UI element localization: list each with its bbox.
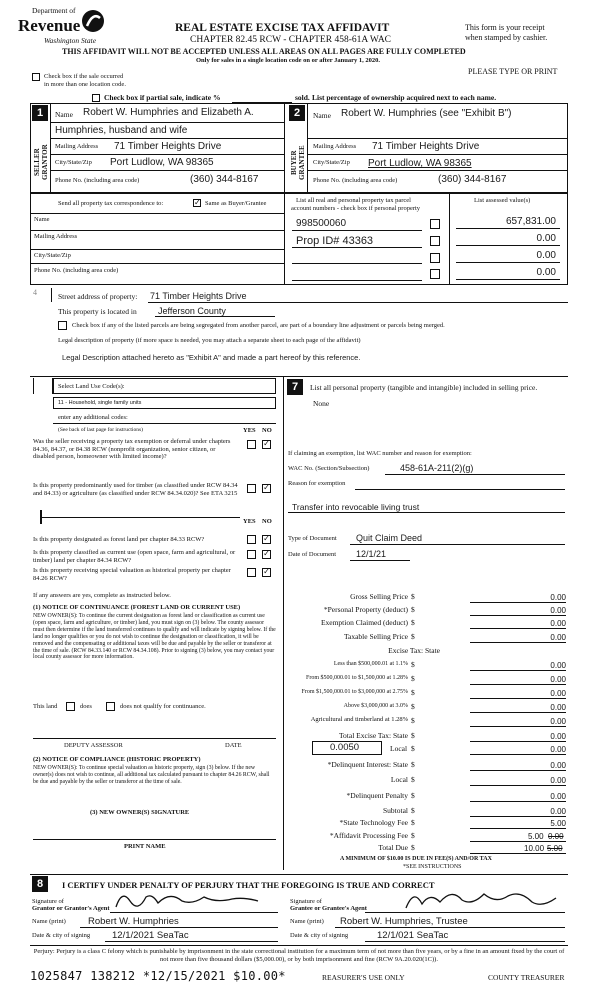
- fin-label-agri: Agricultural and timberland at 1.28%: [310, 716, 408, 723]
- fin-dollar-total-due: $: [411, 843, 415, 852]
- fin-label-tier2: From $500,000.01 to $1,500,000 at 1.28%: [306, 675, 408, 681]
- assessed-value-4[interactable]: 0.00: [536, 267, 556, 278]
- grantor-date-city[interactable]: 12/1/2021 SeaTac: [112, 930, 189, 941]
- fin-label-local: Local: [390, 744, 408, 753]
- grantee-date-label: Date & city of signing: [290, 932, 349, 939]
- q-current-use-no[interactable]: ✓: [263, 549, 270, 558]
- assessed-value-3[interactable]: 0.00: [536, 250, 556, 261]
- q-timber-agri-no[interactable]: ✓: [263, 483, 270, 492]
- send-correspondence-label: Send all property tax correspondence to:: [58, 200, 164, 207]
- section-5-number: [33, 378, 53, 394]
- q-tax-exemption: Was the seller receiving a property tax exemption or deferral under chapters 84.36, 84.37, or 84.38 RCW (nonprofit organization, senior citizen, or disabled person, homeowner with limited income)?: [33, 438, 231, 460]
- reason-exemption[interactable]: Transfer into revocable living trust: [292, 502, 420, 512]
- fin-value-tier2[interactable]: 0.00: [550, 675, 566, 684]
- land-use-code: 11 - Household, single family units: [58, 400, 142, 406]
- fin-label-subtotal: Subtotal: [382, 806, 408, 815]
- see-back-label: (See back of last page for instructions): [58, 427, 143, 433]
- doc-type[interactable]: Quit Claim Deed: [356, 533, 423, 543]
- fin-label-gross: Gross Selling Price: [350, 592, 408, 601]
- fin-label-exemption: Exemption Claimed (deduct): [320, 618, 408, 627]
- fin-value-penalty[interactable]: 0.00: [550, 792, 566, 801]
- buyer-mailing[interactable]: 71 Timber Heights Drive: [372, 141, 480, 152]
- q-forest-land-yes[interactable]: [247, 535, 256, 544]
- fin-value-affidavit-fee[interactable]: 5.00: [528, 832, 544, 841]
- fin-value-gross[interactable]: 0.00: [550, 593, 566, 602]
- yes-header-1: YES: [243, 427, 256, 434]
- doc-date[interactable]: 12/1/21: [356, 549, 387, 559]
- perjury-note: Perjury: Perjury is a class C felony which is punishable by imprisonment in the state correctional institution for a maximum term of not more than five years, or by a fine in an amount fixed by the court of not more than five thousand dollars ($5,000.00), or by both imprisonment and fine (RCW 9A.20.020(1C)).: [33, 948, 565, 963]
- parcel-header-2: account numbers - check box if personal property: [291, 205, 421, 212]
- q-historical-yes[interactable]: [247, 568, 256, 577]
- fin-dollar-agri: $: [411, 716, 415, 725]
- certify-statement: I CERTIFY UNDER PENALTY OF PERJURY THAT THE FOREGOING IS TRUE AND CORRECT: [62, 880, 435, 890]
- receipt-note-1: This form is your receipt: [465, 23, 545, 32]
- parcel-number-1[interactable]: 998500060: [296, 218, 347, 229]
- personal-property-checkbox-3[interactable]: [430, 253, 440, 263]
- fin-label-total-state: Total Excise Tax: State: [338, 731, 408, 740]
- assessed-header: List assessed value(s): [474, 197, 531, 204]
- sec3-mailing-label: Mailing Address: [34, 233, 78, 240]
- no-header-2: NO: [262, 518, 272, 525]
- sec3-name-label: Name: [34, 216, 50, 223]
- segregated-checkbox[interactable]: [58, 321, 67, 330]
- buyer-city[interactable]: Port Ludlow, WA 98365: [368, 158, 472, 169]
- personal-property-checkbox-1[interactable]: [430, 219, 440, 229]
- seller-mailing[interactable]: 71 Timber Heights Drive: [114, 141, 222, 152]
- fin-dollar-gross: $: [411, 592, 415, 601]
- please-type: PLEASE TYPE OR PRINT: [468, 67, 558, 76]
- fin-label-affidavit-fee: *Affidavit Processing Fee: [329, 831, 408, 840]
- same-as-buyer-label: Same as Buyer/Grantee: [205, 200, 267, 207]
- wac-label: WAC No. (Section/Subsection): [288, 465, 370, 472]
- fin-dollar-tier1: $: [411, 660, 415, 669]
- does-not-qualify-checkbox[interactable]: [106, 702, 115, 711]
- fin-label-tier3: From $1,500,000.01 to $3,000,000 at 2.75%: [301, 689, 408, 695]
- buyer-name[interactable]: Robert W. Humphries (see "Exhibit B"): [341, 108, 512, 119]
- fin-label-tier1: Less than $500,000.01 at 1.1%: [333, 661, 408, 667]
- doc-date-label: Date of Document: [288, 551, 337, 558]
- sec3-phone-label: Phone No. (including area code): [34, 267, 119, 274]
- personal-property-label: List all personal property (tangible and intangible) included in selling price.: [310, 383, 538, 392]
- fin-value-interest-local[interactable]: 0.00: [550, 776, 566, 785]
- fin-value-tier4[interactable]: 0.00: [550, 703, 566, 712]
- fin-label-tech-fee: *State Technology Fee: [339, 818, 408, 827]
- grantor-date-label: Date & city of signing: [32, 932, 91, 939]
- print-name-line[interactable]: [33, 839, 276, 840]
- land-use-label: Select Land Use Code(s):: [58, 383, 125, 390]
- buyer-mailing-label: Mailing Address: [313, 143, 357, 150]
- claim-exemption-label: If claiming an exemption, list WAC number and reason for exemption:: [288, 450, 472, 457]
- q-historical-no[interactable]: ✓: [263, 567, 270, 576]
- fin-value-total-due[interactable]: 10.00: [524, 844, 545, 853]
- does-label: does: [80, 703, 92, 710]
- legal-description-label: Legal description of property (if more space is needed, you may attach a separate sheet to each page of the affidavit): [58, 337, 361, 344]
- fin-dollar-tier4: $: [411, 702, 415, 711]
- party-divider: [284, 103, 285, 193]
- treasurer-use-only: REASURER'S USE ONLY: [322, 973, 405, 982]
- fin-value-tier3[interactable]: 0.00: [550, 689, 566, 698]
- fin-value-personal[interactable]: 0.00: [550, 606, 566, 615]
- list-percentage-note: List percentage of ownership acquired next to each name.: [312, 93, 497, 102]
- section-8-number: 8: [32, 876, 48, 892]
- assessed-value-1[interactable]: 657,831.00: [505, 216, 556, 227]
- fin-label-total-due: Total Due: [378, 843, 408, 852]
- fin-value-agri[interactable]: 0.00: [550, 717, 566, 726]
- assessor-date-label: DATE: [225, 742, 242, 749]
- yes-header-2: YES: [243, 518, 256, 525]
- section-2-number: 2: [289, 105, 305, 121]
- grantor-name[interactable]: Robert W. Humphries: [88, 916, 179, 927]
- fin-dollar-taxable: $: [411, 632, 415, 641]
- seller-city-label: City/State/Zip: [55, 159, 92, 166]
- q-historical: Is this property receiving special valuation as historical property per chapter 84.26 RCW?: [33, 567, 231, 582]
- seller-name-2[interactable]: Humphries, husband and wife: [55, 125, 188, 136]
- fin-dollar-tier3: $: [411, 688, 415, 697]
- parcel-header-1: List all real and personal property tax parcel: [296, 197, 411, 204]
- fin-dollar-local: $: [411, 744, 415, 753]
- grantor-signature[interactable]: [112, 887, 262, 913]
- grantee-date-city[interactable]: 12/1/021 SeaTac: [377, 930, 449, 941]
- fin-label-taxable: Taxable Selling Price: [343, 632, 408, 641]
- fin-dollar-affidavit-fee: $: [411, 831, 415, 840]
- form-title: REAL ESTATE EXCISE TAX AFFIDAVIT: [175, 22, 390, 34]
- seller-name-label: Name: [55, 110, 73, 119]
- fin-dollar-penalty: $: [411, 791, 415, 800]
- section-4-number: [33, 288, 52, 302]
- buyer-phone-label: Phone No. (including area code): [313, 177, 398, 184]
- street-address[interactable]: 71 Timber Heights Drive: [150, 291, 247, 301]
- reason-exemption-label: Reason for exemption: [288, 480, 346, 487]
- grantee-sig-label-1: Signature of: [290, 898, 322, 905]
- q-tax-exemption-no[interactable]: ✓: [263, 439, 270, 448]
- county-treasurer-label: COUNTY TREASURER: [488, 973, 565, 982]
- segregated-label: Check box if any of the listed parcels are being segregated from another parcel, are part of a boundary line adjustment or parcels being merged.: [72, 322, 445, 329]
- local-rate[interactable]: 0.0050: [330, 742, 360, 753]
- new-owner-signature-label: (3) NEW OWNER(S) SIGNATURE: [90, 809, 190, 816]
- grantor-sig-label-1: Signature of: [32, 898, 64, 905]
- notice-1-text: NEW OWNER(S): To continue the current designation as forest land or classification as current use (open space, farm and agriculture, or timber) land, you must sign on (3) below. The county assessor must then determine if the land transferred continues to qualify and will indicate by signing below. If the land no longer qualifies or you do not wish to continue the designation or classification, it will be removed and the compensating or additional taxes will be due and payable by the seller or transferor at the time of sale. (RCW 84.33.140 or RCW 84.34.108). Prior to signing (3) below, you may contact your local county assessor for more information.: [33, 613, 276, 661]
- assessed-value-2[interactable]: 0.00: [536, 233, 556, 244]
- deputy-assessor-line[interactable]: [33, 738, 276, 739]
- personal-property-checkbox-2[interactable]: [430, 236, 440, 246]
- sold-label: sold.: [295, 93, 310, 102]
- wa-state-label: Washington State: [44, 36, 97, 45]
- fin-value-total-state[interactable]: 0.00: [550, 732, 566, 741]
- fin-label-interest-local: Local: [390, 775, 408, 784]
- fin-value-tech-fee[interactable]: 5.00: [550, 819, 566, 828]
- fin-dollar-exemption: $: [411, 618, 415, 627]
- multi-location-label-1: Check box if the sale occurred: [44, 73, 124, 80]
- grantee-sig-label-2: Grantee or Grantee's Agent: [290, 905, 367, 912]
- revenue-logo-icon: [80, 8, 106, 34]
- fin-value-taxable[interactable]: 0.00: [550, 633, 566, 642]
- section-1-number: 1: [32, 105, 48, 121]
- buyer-phone[interactable]: (360) 344-8167: [438, 174, 507, 185]
- notice-2-title: (2) NOTICE OF COMPLIANCE (HISTORIC PROPERTY): [33, 756, 201, 763]
- q-timber-agri: Is this property predominantly used for timber (as classified under RCW 84.34 and 84.33) or agriculture (as classified under RCW 84.34.020)? See ETA 3215: [33, 482, 238, 497]
- sec3-city-label: City/State/Zip: [34, 252, 71, 259]
- fin-label-penalty: *Delinquent Penalty: [346, 791, 408, 800]
- fin-dollar-tier2: $: [411, 674, 415, 683]
- fin-label-excise-state: Excise Tax: State: [388, 646, 440, 655]
- grantor-sig-label-2: Grantor or Grantor's Agent: [32, 905, 110, 912]
- same-as-buyer-checkbox[interactable]: ✓: [194, 198, 201, 207]
- q-tax-exemption-yes[interactable]: [247, 440, 256, 449]
- fin-label-tier4: Above $3,000,000 at 3.0%: [343, 703, 408, 709]
- revenue-logo-text: Revenue: [18, 16, 81, 35]
- treasurer-stamp: 1025847 138212 *12/15/2021 $10.00*: [30, 969, 286, 983]
- seller-phone[interactable]: (360) 344-8167: [190, 174, 259, 185]
- seller-mailing-label: Mailing Address: [55, 143, 99, 150]
- fin-value-exemption[interactable]: 0.00: [550, 619, 566, 628]
- legal-description[interactable]: Legal Description attached hereto as "Exhibit A" and made a part hereof by this reference.: [62, 353, 361, 362]
- buyer-city-label: City/State/Zip: [313, 159, 350, 166]
- this-land-label: This land: [33, 703, 58, 710]
- buyer-grantee-label: BUYER GRANTEE: [290, 145, 306, 180]
- grantee-name[interactable]: Robert W. Humphries, Trustee: [340, 916, 468, 927]
- form-chapter: CHAPTER 82.45 RCW - CHAPTER 458-61A WAC: [190, 35, 392, 45]
- fin-value-tier1[interactable]: 0.00: [550, 661, 566, 670]
- if-yes-note: If any answers are yes, complete as instructed below.: [33, 592, 171, 599]
- dept-label: Department of: [32, 6, 76, 15]
- does-qualify-checkbox[interactable]: [66, 702, 75, 711]
- see-instructions-note: *SEE INSTRUCTIONS: [403, 864, 462, 870]
- parcel-number-2[interactable]: Prop ID# 43363: [296, 235, 374, 247]
- q-timber-agri-yes[interactable]: [247, 484, 256, 493]
- grantee-name-label: Name (print): [290, 918, 324, 925]
- doc-type-label: Type of Document: [288, 535, 337, 542]
- fin-label-interest-state: *Delinquent Interest: State: [327, 760, 408, 769]
- fin-dollar-interest-state: $: [411, 760, 415, 769]
- multi-location-label-2: in more than one location code.: [44, 81, 126, 88]
- notice-2-text: NEW OWNER(S): To continue special valuation as historic property, sign (3) below. If the new owner(s) does not wish to continue, all additional tax calculated pursuant to chapter 84.26 RCW, shall be due and payable by the seller or transferor at the time of sale.: [33, 765, 270, 785]
- q-current-use-yes[interactable]: [247, 550, 256, 559]
- fin-total-struck: 5.00: [547, 844, 563, 853]
- section-7-divider: [283, 376, 284, 870]
- partial-sale-checkbox[interactable]: [92, 94, 100, 102]
- fin-dollar-total-state: $: [411, 731, 415, 740]
- fin-dollar-interest-local: $: [411, 775, 415, 784]
- located-in-label: This property is located in: [58, 307, 137, 316]
- personal-property-value[interactable]: None: [313, 399, 330, 408]
- fin-affidavit-fee-handwritten: 0.00: [548, 832, 564, 841]
- additional-codes-label: enter any additional codes:: [58, 414, 128, 421]
- fin-value-local[interactable]: 0.00: [550, 745, 566, 754]
- partial-sale-label: Check box if partial sale, indicate %: [104, 93, 221, 102]
- deputy-assessor-label: DEPUTY ASSESSOR: [64, 742, 123, 749]
- section-7-number: 7: [287, 379, 303, 395]
- multi-location-checkbox[interactable]: [32, 73, 40, 81]
- wac-number[interactable]: 458-61A-211(2)(g): [400, 463, 474, 473]
- seller-grantor-label: SELLER GRANTOR: [33, 144, 49, 181]
- notice-1-title: (1) NOTICE OF CONTINUANCE (FOREST LAND OR CURRENT USE): [33, 604, 241, 611]
- not-accepted-notice: THIS AFFIDAVIT WILL NOT BE ACCEPTED UNLESS ALL AREAS ON ALL PAGES ARE FULLY COMPLETED: [62, 47, 466, 56]
- grantor-name-label: Name (print): [32, 918, 66, 925]
- fin-label-personal: *Personal Property (deduct): [323, 605, 408, 614]
- fin-dollar-subtotal: $: [411, 806, 415, 815]
- fin-dollar-tech-fee: $: [411, 818, 415, 827]
- q-forest-land-no[interactable]: ✓: [263, 534, 270, 543]
- print-name-label: PRINT NAME: [124, 843, 166, 850]
- minimum-due-note: A MINIMUM OF $10.00 IS DUE IN FEE(S) AND/OR TAX: [340, 856, 492, 862]
- seller-city[interactable]: Port Ludlow, WA 98365: [110, 157, 214, 168]
- fin-dollar-personal: $: [411, 605, 415, 614]
- q-forest-land: Is this property designated as forest land per chapter 84.33 RCW?: [33, 536, 205, 543]
- does-not-label: does not qualify for continuance.: [120, 703, 206, 710]
- located-in[interactable]: Jefferson County: [158, 306, 226, 316]
- grantee-signature[interactable]: [400, 886, 560, 914]
- buyer-name-label: Name: [313, 111, 331, 120]
- no-header-1: NO: [262, 427, 272, 434]
- fin-value-subtotal[interactable]: 0.00: [550, 807, 566, 816]
- q-current-use: Is this property classified as current use (open space, farm and agricultural, or timber) land per chapter 84.34 RCW?: [33, 549, 236, 564]
- receipt-note-2: when stamped by cashier.: [465, 33, 548, 42]
- personal-property-checkbox-4[interactable]: [430, 269, 440, 279]
- seller-name-1[interactable]: Robert W. Humphries and Elizabeth A.: [83, 107, 254, 118]
- only-for-notice: Only for sales in a single location code on or after January 1, 2020.: [196, 57, 380, 64]
- fin-value-interest-state[interactable]: 0.00: [550, 761, 566, 770]
- seller-phone-label: Phone No. (including area code): [55, 177, 140, 184]
- section-4-digit: 4: [33, 288, 37, 297]
- street-address-label: Street address of property:: [58, 292, 138, 301]
